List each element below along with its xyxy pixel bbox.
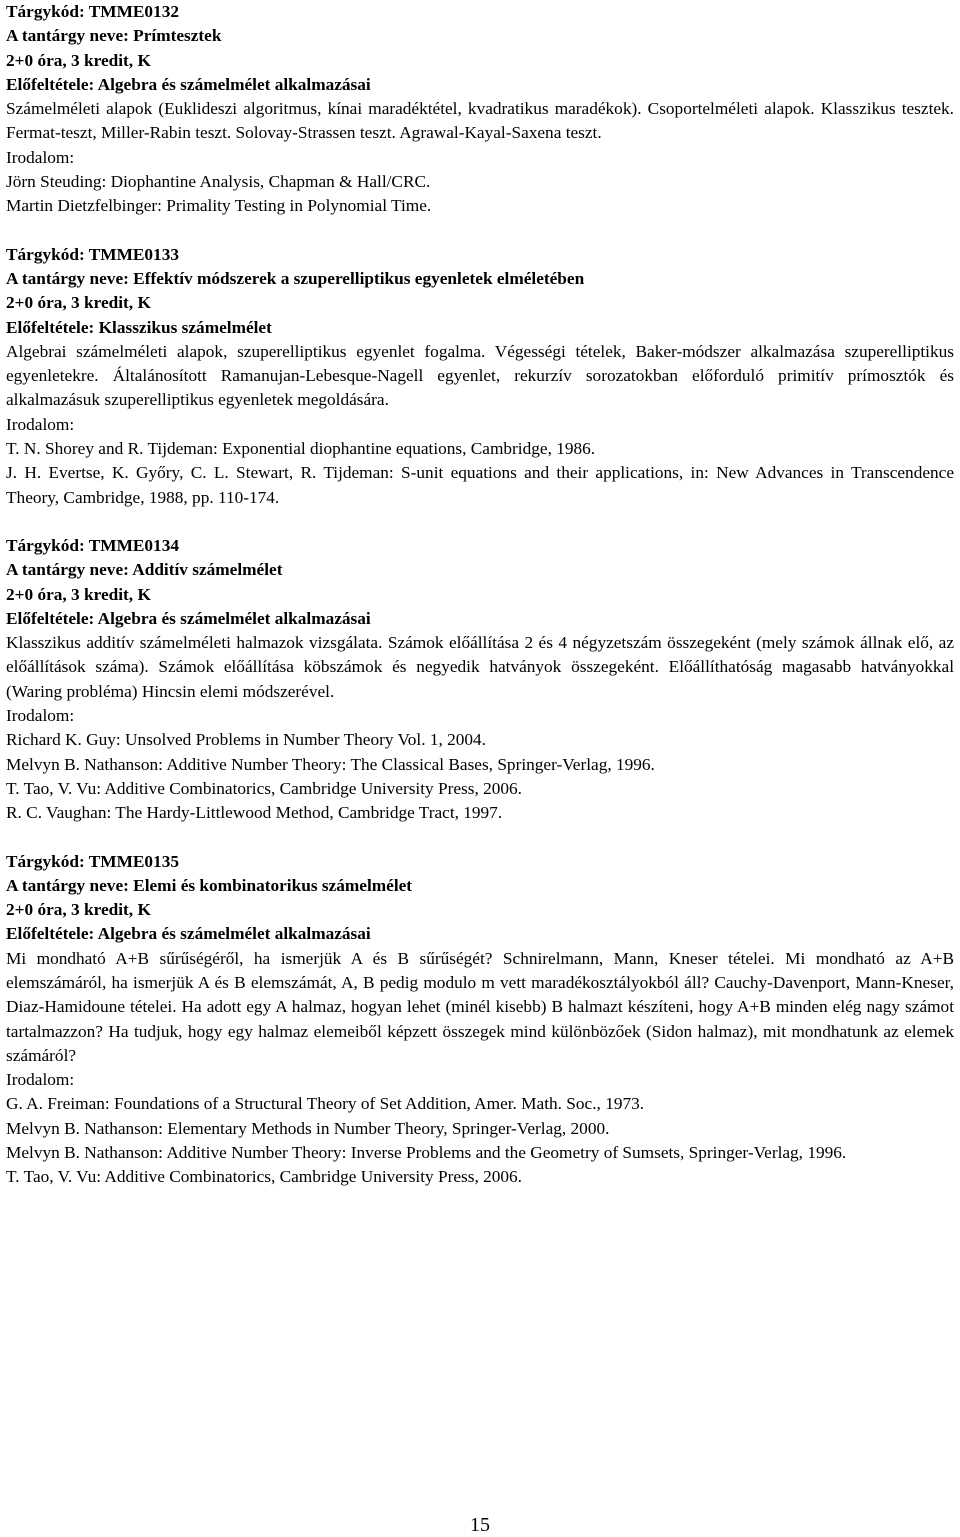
course-description: Mi mondható A+B sűrűségéről, ha ismerjük A és B sűrűségét? Schnirelmann, Mann, Kneser tételei. Mi mondható az A+B elemszámáról, ha ismerjük A és B elemszámát, A, B pedig modulo m vett maradékosztályokból áll? Cauchy-Davenport, Mann-Kneser, Diaz-Hamidoune tételei. Ha adott egy A halmaz, hogyan lehet (minél kisebb) B halmazt készíteni, hogy A+B minden elég nagy számot tartalmazzon? Ha tudjuk, hogy egy halmaz elemeiből képzett összegek mind különbözőek (Sidon halmaz), mit mondhatunk az elemek számáról?	[6, 948, 954, 1065]
literature-item: Melvyn B. Nathanson: Additive Number Theory: The Classical Bases, Springer-Verlag, 1996.	[6, 754, 655, 774]
course-code: Tárgykód: TMME0132	[6, 2, 179, 21]
course-credits: 2+0 óra, 3 kredit, K	[6, 293, 151, 313]
literature-item: T. Tao, V. Vu: Additive Combinatorics, Cambridge University Press, 2006.	[6, 778, 523, 798]
literature-label: Irodalom:	[6, 1070, 75, 1090]
literature-item: T. Tao, V. Vu: Additive Combinatorics, Cambridge University Press, 2006.	[6, 1167, 523, 1187]
course-credits: 2+0 óra, 3 kredit, K	[6, 900, 151, 920]
course-credits: 2+0 óra, 3 kredit, K	[6, 50, 151, 70]
course-description: Klasszikus additív számelméleti halmazok vizsgálata. Számok előállítása 2 és 4 négyzetszám összegeként (mely számok állnak elő, az előállítások száma). Számok előállítása köbszámok és negyedik hatványok összegeként. Előállíthatóság magasabb hatványokkal (Waring probléma) Hincsin elemi módszerével.	[6, 633, 954, 701]
literature-item: R. C. Vaughan: The Hardy-Littlewood Method, Cambridge Tract, 1997.	[6, 803, 503, 823]
course-description: Algebrai számelméleti alapok, szuperelliptikus egyenlet fogalma. Végességi tételek, Baker-módszer alkalmazása szuperelliptikus egyenletekre. Általánosított Ramanujan-Lebesque-Nagell egyenlet, rekurzív sorozatokban előforduló primitív prímosztók és alkalmazásuk szuperelliptikus egyenletek megoldására.	[6, 341, 954, 410]
course-section-tmme0132	[6, 0, 954, 219]
literature-label: Irodalom:	[6, 414, 75, 434]
page-number: 15	[470, 1514, 490, 1536]
course-name: A tantárgy neve: Elemi és kombinatorikus számelmélet	[6, 875, 413, 895]
course-code: Tárgykód: TMME0135	[6, 851, 179, 871]
course-prerequisite: Előfeltétele: Klasszikus számelmélet	[6, 317, 272, 337]
course-name: A tantárgy neve: Prímtesztek	[6, 26, 222, 46]
literature-item: G. A. Freiman: Foundations of a Structural Theory of Set Addition, Amer. Math. Soc., 1973.	[6, 1094, 645, 1114]
literature-item: Melvyn B. Nathanson: Additive Number Theory: Inverse Problems and the Geometry of Sumsets, Springer-Verlag, 1996.	[6, 1143, 847, 1163]
course-prerequisite: Előfeltétele: Algebra és számelmélet alkalmazásai	[6, 74, 371, 94]
literature-item: T. N. Shorey and R. Tijdeman: Exponential diophantine equations, Cambridge, 1986.	[6, 439, 596, 459]
course-credits: 2+0 óra, 3 kredit, K	[6, 584, 151, 604]
literature-item: Melvyn B. Nathanson: Elementary Methods in Number Theory, Springer-Verlag, 2000.	[6, 1118, 610, 1138]
literature-item: J. H. Evertse, K. Győry, C. L. Stewart, R. Tijdeman: S-unit equations and their applications, in: New Advances in Transcendence Theory, Cambridge, 1988, pp. 110-174.	[6, 463, 954, 507]
course-description: Számelméleti alapok (Euklideszi algoritmus, kínai maradéktétel, kvadratikus maradékok). Csoportelméleti alapok. Klasszikus tesztek. Fermat-teszt, Miller-Rabin teszt. Solovay-Strassen teszt. Agrawal-Kayal-Saxena teszt.	[6, 99, 954, 143]
literature-label: Irodalom:	[6, 147, 75, 167]
literature-item: Martin Dietzfelbinger: Primality Testing in Polynomial Time.	[6, 196, 432, 216]
course-section-tmme0135	[6, 850, 954, 1190]
course-prerequisite: Előfeltétele: Algebra és számelmélet alkalmazásai	[6, 924, 371, 944]
literature-label: Irodalom:	[6, 706, 75, 726]
course-prerequisite: Előfeltétele: Algebra és számelmélet alkalmazásai	[6, 608, 371, 628]
course-section-tmme0134	[6, 534, 954, 826]
course-code: Tárgykód: TMME0134	[6, 535, 179, 555]
literature-item: Jörn Steuding: Diophantine Analysis, Chapman & Hall/CRC.	[6, 172, 431, 192]
course-section-tmme0133	[6, 243, 954, 510]
course-name: A tantárgy neve: Additív számelmélet	[6, 560, 283, 580]
literature-item: Richard K. Guy: Unsolved Problems in Number Theory Vol. 1, 2004.	[6, 730, 487, 750]
document-page	[6, 0, 954, 1190]
course-name: A tantárgy neve: Effektív módszerek a szuperelliptikus egyenletek elméletében	[6, 268, 585, 288]
course-code: Tárgykód: TMME0133	[6, 244, 179, 264]
